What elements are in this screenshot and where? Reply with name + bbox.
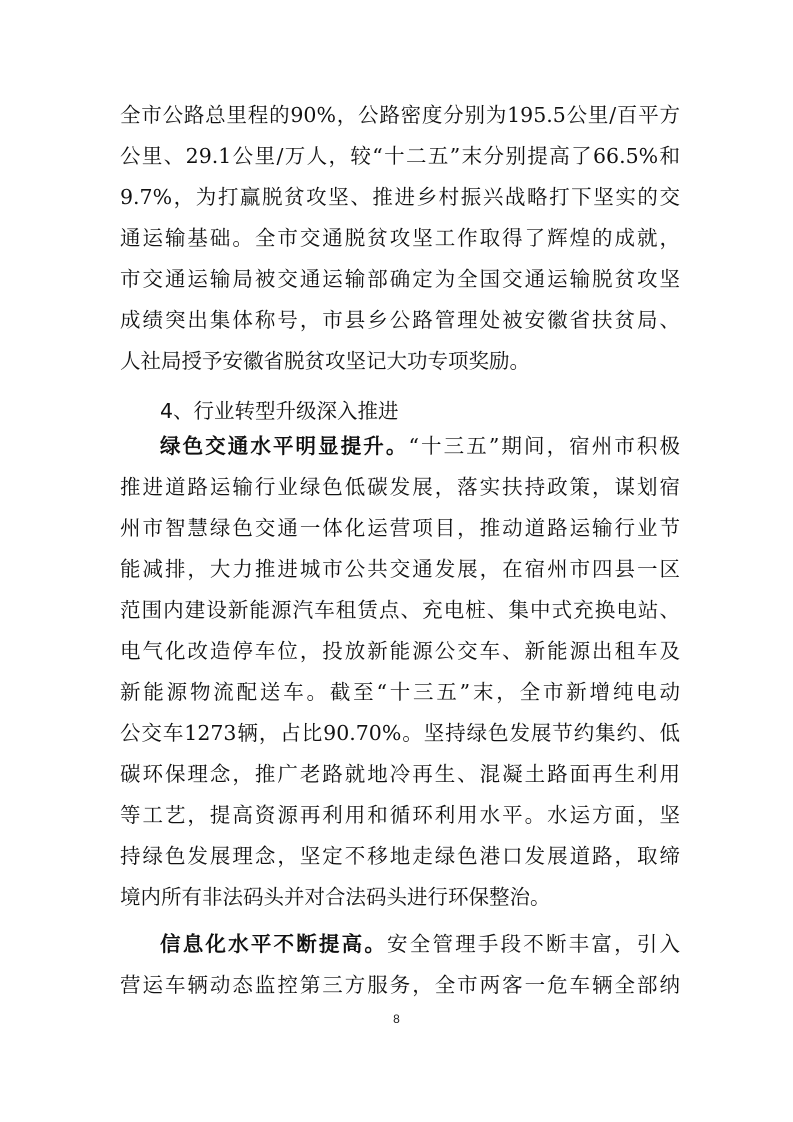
paragraph-2-line-1	[160, 431, 680, 461]
paragraph-1-line-6: 成绩突出集体称号，市县乡公路管理处被安徽省扶贫局、	[120, 308, 680, 332]
paragraph-2-line-10: 等工艺，提高资源再利用和循环利用水平。水运方面，坚	[120, 803, 680, 827]
paragraph-3-first-line-rest: 安全管理手段不断丰富，引入	[387, 932, 681, 956]
paragraph-1-line-2: 公里、29.1公里/万人，较“十二五”末分别提高了66.5%和	[120, 144, 680, 168]
paragraph-1-line-7: 人社局授予安徽省脱贫攻坚记大功专项奖励。	[120, 349, 530, 373]
paragraph-2-line-6: 电气化改造停车位，投放新能源公交车、新能源出租车及	[120, 639, 680, 663]
paragraph-2-first-line-rest: “十三五”期间，宿州市积极	[408, 434, 681, 458]
paragraph-2-line-2: 推进道路运输行业绿色低碳发展，落实扶持政策，谋划宿	[120, 475, 680, 499]
paragraph-2-line-5: 范围内建设新能源汽车租赁点、充电桩、集中式充换电站、	[120, 598, 680, 622]
paragraph-2-line-3: 州市智慧绿色交通一体化运营项目，推动道路运输行业节	[120, 516, 680, 540]
paragraph-1-line-1: 全市公路总里程的90%，公路密度分别为195.5公里/百平方	[120, 103, 680, 127]
paragraph-2-line-7: 新能源物流配送车。截至“十三五”末，全市新增纯电动	[120, 680, 680, 704]
paragraph-1-line-5: 市交通运输局被交通运输部确定为全国交通运输脱贫攻坚	[120, 267, 680, 291]
paragraph-2-line-9: 碳环保理念，推广老路就地冷再生、混凝土路面再生利用	[120, 762, 680, 786]
paragraph-1-line-3: 9.7%，为打赢脱贫攻坚、推进乡村振兴战略打下坚实的交	[120, 185, 680, 209]
paragraph-2-line-11: 持绿色发展理念，坚定不移地走绿色港口发展道路，取缔	[120, 844, 680, 868]
paragraph-3-bold-lead: 信息化水平不断提高。	[160, 932, 388, 956]
paragraph-3-line-2: 营运车辆动态监控第三方服务，全市两客一危车辆全部纳	[120, 973, 680, 997]
page-number: 8	[393, 1012, 400, 1026]
paragraph-2-line-8: 公交车1273辆，占比90.70%。坚持绿色发展节约集约、低	[120, 721, 680, 745]
paragraph-3-line-1	[160, 929, 680, 959]
paragraph-1-line-4: 通运输基础。全市交通脱贫攻坚工作取得了辉煌的成就，	[120, 226, 680, 250]
section-heading: 4、行业转型升级深入推进	[160, 399, 399, 423]
paragraph-2-line-4: 能减排，大力推进城市公共交通发展，在宿州市四县一区	[120, 557, 680, 581]
paragraph-2-bold-lead: 绿色交通水平明显提升。	[160, 434, 409, 458]
paragraph-2-line-12: 境内所有非法码头并对合法码头进行环保整治。	[120, 885, 551, 909]
